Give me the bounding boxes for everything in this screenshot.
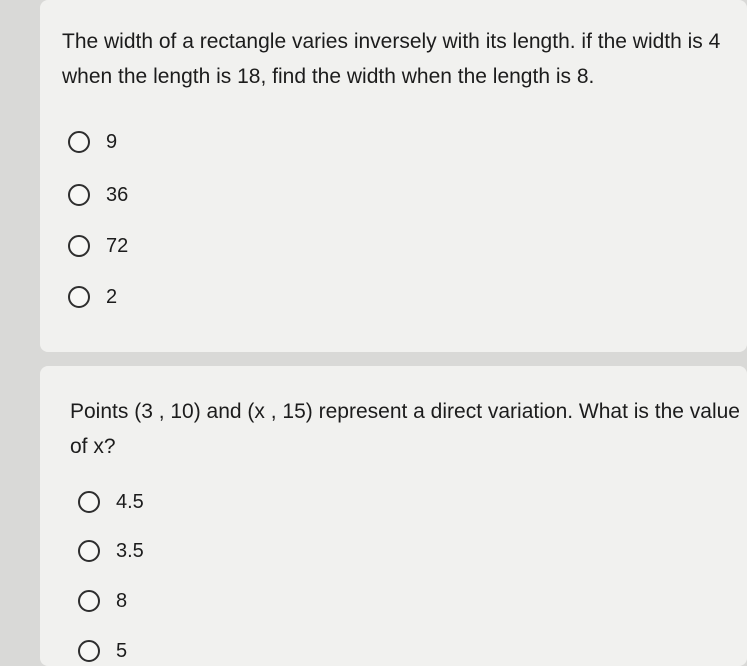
radio-button-icon[interactable] bbox=[68, 235, 90, 257]
question-text: Points (3 , 10) and (x , 15) represent a direct variation. What is the value of x? bbox=[70, 400, 740, 458]
answer-option-3-5[interactable] bbox=[78, 536, 144, 566]
question-card-1 bbox=[40, 0, 747, 352]
answer-option-label: 36 bbox=[106, 183, 129, 206]
answer-option-9[interactable] bbox=[68, 127, 117, 157]
answer-option-8[interactable] bbox=[78, 586, 127, 616]
radio-button-icon[interactable] bbox=[78, 540, 100, 562]
answer-option-label: 9 bbox=[106, 130, 118, 153]
radio-button-icon[interactable] bbox=[78, 640, 100, 662]
answer-option-label: 4.5 bbox=[116, 490, 144, 513]
answer-option-label: 5 bbox=[116, 639, 128, 662]
answer-option-4-5[interactable] bbox=[78, 487, 144, 517]
question-card-2 bbox=[40, 366, 747, 666]
answer-option-5[interactable] bbox=[78, 636, 127, 666]
radio-button-icon[interactable] bbox=[68, 286, 90, 308]
answer-option-label: 3.5 bbox=[116, 539, 144, 562]
answer-option-2[interactable] bbox=[68, 282, 117, 312]
answer-option-label: 2 bbox=[106, 285, 118, 308]
answer-option-label: 72 bbox=[106, 234, 129, 257]
question-text: The width of a rectangle varies inversely with its length. if the width is 4 when the length is 18, find the width when the length is 8. bbox=[62, 30, 721, 88]
radio-button-icon[interactable] bbox=[78, 590, 100, 612]
answer-option-72[interactable] bbox=[68, 231, 128, 261]
radio-button-icon[interactable] bbox=[78, 491, 100, 513]
answer-option-label: 8 bbox=[116, 589, 128, 612]
radio-button-icon[interactable] bbox=[68, 131, 90, 153]
radio-button-icon[interactable] bbox=[68, 184, 90, 206]
answer-option-36[interactable] bbox=[68, 180, 128, 210]
